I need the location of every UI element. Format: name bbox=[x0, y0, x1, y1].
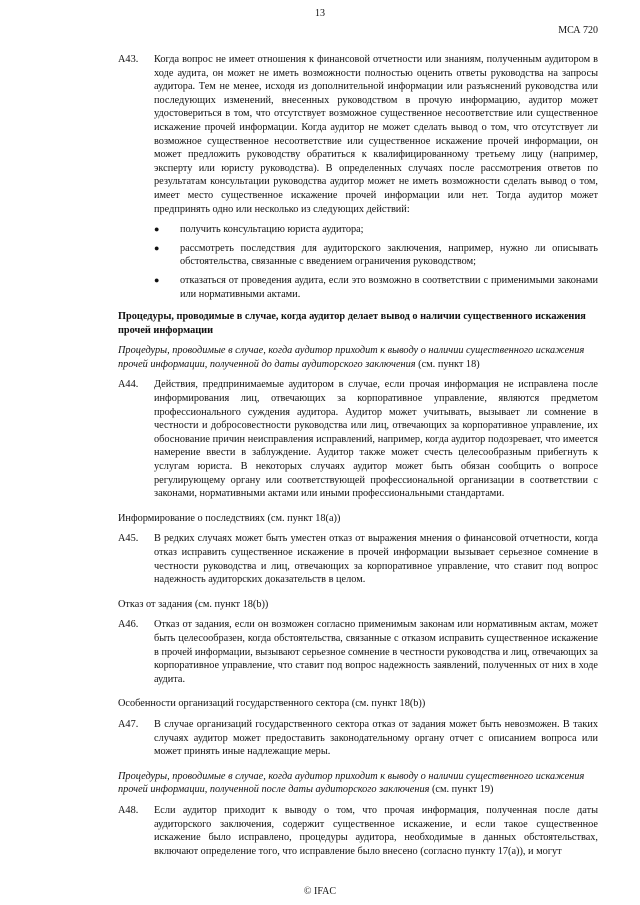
paragraph-text: В случае организаций государственного сектора отказ от задания может быть невозможен. В таких случаях аудитор может предоставить законодательному органу отчет с описанием вопроса или может принять иные надлежащие меры. bbox=[154, 718, 598, 758]
list-item bbox=[154, 242, 598, 269]
paragraph-a45 bbox=[118, 532, 598, 586]
subsection-heading-after-report bbox=[118, 770, 598, 797]
subsection-heading-text: Процедуры, проводимые в случае, когда аудитор приходит к выводу о наличии существенного искажения прочей информации, полученной до даты аудиторского заключения bbox=[118, 345, 585, 370]
paragraph-reference: (см. пункт 18) bbox=[415, 358, 480, 370]
paragraph-number: A46. bbox=[118, 619, 139, 631]
paragraph-text: Действия, предпринимаемые аудитором в случае, если прочая информация не исправлена после информирования лиц, отвечающих за корпоративное управление, являются предметом профессионального суждения аудитора. Аудитор может учитывать, вызывает ли сомнение в честности и добросовестности руководства или лиц, отвечающих за корпоративное управление, их обоснование причин неисправления исправлений, например, когда аудитор подозревает, что имеется намерение ввести в заблуждение. Аудитор также может счесть целесообразным прибегнуть к услугам юриста. В некоторых случаях аудитор может быть обязан сообщить о вопросе регулирующему органу или соответствующей профессиональной организации в соответствии с законами, нормативными актами или иными профессиональными стандартами. bbox=[154, 379, 598, 500]
paragraph-a46 bbox=[118, 618, 598, 686]
action-list bbox=[118, 223, 598, 301]
document-body bbox=[118, 53, 598, 869]
footer-copyright: © IFAC bbox=[303, 886, 337, 897]
list-item bbox=[154, 223, 598, 237]
paragraph-text: Отказ от задания, если он возможен согласно применимым законам или нормативным актам, может быть целесообразен, когда обстоятельства, связанные с отказом исправить существенное искажение в прочей информации, вызывают серьезное сомнение в честности руководства и лиц, отвечающих за корпоративное управление, что ставит под вопрос надежность заявлений, полученных от них в ходе аудита. bbox=[154, 619, 598, 685]
subsection-heading-text: Процедуры, проводимые в случае, когда аудитор приходит к выводу о наличии существенного искажения прочей информации, полученной после даты аудиторского заключения bbox=[118, 770, 585, 796]
paragraph-text: Если аудитор приходит к выводу о том, что прочая информация, полученная после даты аудиторского заключения, содержит существенное искажение, и если такое существенное искажение было исправлено, процедуры аудитора, необходимые в данных обстоятельствах, включают определение того, что исправление было внесено (согласно пункту 17(a)), и могут bbox=[154, 804, 598, 857]
list-item bbox=[154, 274, 598, 301]
standard-code: МСА 720 bbox=[558, 25, 598, 36]
paragraph-a43 bbox=[118, 53, 598, 216]
paragraph-a47 bbox=[118, 718, 598, 759]
bullet-icon: ● bbox=[154, 242, 160, 253]
paragraph-text: Когда вопрос не имеет отношения к финансовой отчетности или знаниям, полученным аудитором в ходе аудита, он может не иметь возможности полностью оценить ответы руководства на запросы аудитора. Тем не менее, исходя из дополнительной информации или разъяснений руководства или последующих изменений, внесенных руководством в прочую информацию, аудитор может удостовериться в том, что отсутствует возможное существенное несоответствие или существенное искажение прочей информации. Когда аудитор не может сделать вывод о том, что отсутствует ли возможное существенное несоответствие или существенное искажение прочей информации, он может предложить руководству обратиться к квалифицированному третьему лицу (например, эксперту или юристу руководства). В определенных случаях после рассмотрения ответов по результатам консультации руководства аудитор может не иметь возможности сделать вывод о том, имеет место существенное искажение прочей информации или нет. Тогда аудитор может предпринять одно или несколько из следующих действий: bbox=[154, 54, 598, 215]
paragraph-number: A48. bbox=[118, 804, 139, 816]
paragraph-number: A44. bbox=[118, 379, 139, 391]
subheading-public-sector: Особенности организаций государственного сектора (см. пункт 18(b)) bbox=[118, 698, 426, 710]
section-heading: Процедуры, проводимые в случае, когда аудитор делает вывод о наличии существенного искажения прочей информации bbox=[118, 311, 586, 336]
paragraph-a44 bbox=[118, 378, 598, 500]
paragraph-number: A47. bbox=[118, 718, 139, 730]
list-item-text: отказаться от проведения аудита, если это возможно в соответствии с применимыми законами или нормативными актами. bbox=[180, 274, 598, 300]
bullet-icon: ● bbox=[154, 274, 160, 285]
paragraph-text: В редких случаях может быть уместен отказ от выражения мнения о финансовой отчетности, когда отказ исправить существенное искажение в прочей информации вызывает серьезное сомнение в честности руководства и лиц, отвечающих за корпоративное управление, что ставит под вопрос надежность аудиторских доказательств в целом. bbox=[154, 533, 598, 586]
paragraph-number: A45. bbox=[118, 533, 139, 545]
list-item-text: получить консультацию юриста аудитора; bbox=[180, 224, 364, 236]
paragraph-number: A43. bbox=[118, 54, 139, 65]
bullet-icon: ● bbox=[154, 224, 160, 235]
paragraph-reference: (см. пункт 19) bbox=[429, 784, 494, 796]
list-item-text: рассмотреть последствия для аудиторского заключения, например, нужно ли описывать обстоятельства, связанные с введением ограничения руководством; bbox=[180, 242, 598, 268]
page-number: 13 bbox=[315, 8, 325, 19]
subsection-heading-before-report bbox=[118, 344, 598, 371]
subheading-withdrawal: Отказ от задания (см. пункт 18(b)) bbox=[118, 598, 269, 610]
subheading-informing: Информирование о последствиях (см. пункт 18(a)) bbox=[118, 512, 341, 524]
paragraph-a48 bbox=[118, 804, 598, 858]
